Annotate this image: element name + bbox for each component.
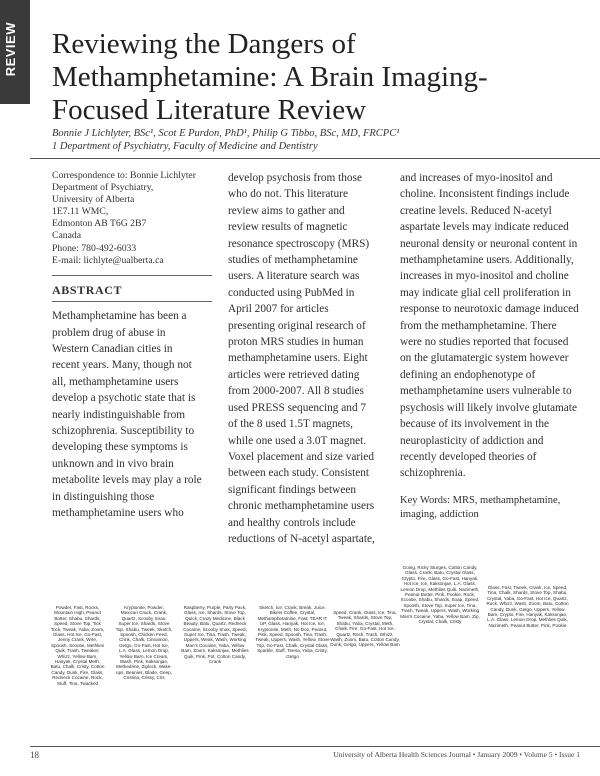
correspondence-phone: Phone: 780-492-6033 (52, 242, 137, 254)
journal-footer: University of Alberta Health Sciences Journal • January 2009 • Volume 5 • Issue 1 (333, 750, 580, 759)
keywords: Key Words: MRS, methamphetamine, imaging, addiction (400, 494, 561, 520)
correspondence-dept: Department of Psychiatry, (52, 182, 154, 194)
correspondence-address-1: 1E7.11 WMC, (52, 206, 109, 218)
correspondence-university: University of Alberta (52, 194, 135, 206)
correspondence-email[interactable]: E-mail: lichlyte@ualberta.ca (52, 254, 164, 266)
street-names-word-art (30, 565, 600, 740)
word-art-block-1: Powder, Fast, Rocks, Mountain High, Peanut Butter, Shabu, Shards, Speed, Stove Top, Tick Tock, Tweak, Yaba, Zoom, Glass, Hot Ice, Go-Fast, Jenny Crank, Wire, Spoosh, Scootie, Methlies Quik, Trash, Tweaker, Whizz, Yellow Bam, Hanyak, Crystal Meth, Batu, Chalk, Cristy, Cotton Candy, Dunk, Fire, Glass, Redneck Cocaine, Rock, Stuff, Tina, Twacked (50, 605, 105, 686)
column-1 (52, 170, 202, 521)
footer-divider (30, 746, 600, 747)
author-list: Bonnie J Lichlyter, BSc¹, Scot E Purdon, PhD¹, Philip G Tibbo, BSc, MD, FRCPC¹ (52, 128, 400, 139)
abstract-heading: ABSTRACT (52, 282, 123, 297)
article-title: Reviewing the Dangers of Methamphetamine: A Brain Imaging-Focused Literature Review (52, 28, 488, 126)
word-art-block-7: Glass, Fast, Tweek, Crank, Ice, Speed, Tina, Chalk, Shards, Stove Top, Shabu, Crystal, Yaba, Go-Fast, Hot Ice, Quartz, Rock, Whizz, Wash, Zoom, Batu, Cotton Candy, Dunk, Getgo, Uppers, Yellow Bam, Crypto, Fire, Hanyak, Kaksonjae, L.A. Glass, Lemon Drop, Methlies Quik, Nazimeth, Peanut Butter, Pink, Pookie (486, 585, 569, 628)
abstract-text-col1: Methamphetamine has been a problem drug of abuse in Western Canadian cities in recent years. Many, though not all, methamphetamine users develop a psychotic state that is nearly indistinguishable from schizophrenia. Susceptibility to developing these symptoms is unknown and in vivo brain metabolite levels may play a role in distinguishing those methamphetamine users who (52, 310, 202, 520)
word-art-block-5: Speed, Crank, Glass, Ice, Tina, Tweak, Shards, Stove Top, Shabu, Yaba, Crystal, Meth, Chalk, Fire, Go-Fast, Hot Ice, Quartz, Rock, Trash, Whizz, Wash, Zoom, Batu, Cotton Candy, Dunk, Getgo, Uppers, Yellow Bam (330, 610, 400, 648)
abstract-divider (52, 275, 212, 276)
correspondence-country: Canada (52, 230, 82, 242)
word-art-block-3: Raspberry, Purple, Party Pack, Glass, Ice, Shards, Stove Top, Quick, Crazy Medicine, Black Beauty, Batu, Quartz, Redneck Cocaine, Scooby Snax, Speed, Super Ice, Tina, Trash, Tweak, Uppers, Weak, Wash, Working Man's Cocaine, Yaba, Yellow Bam, Zoom, Kaksonjae, Methlies Quik, Pink, Pot, Cotton Candy, Crank (181, 605, 249, 665)
page-number: 18 (30, 750, 39, 760)
section-tab (0, 0, 30, 104)
column-2 (228, 170, 378, 547)
word-art-block-2: Kryptonite, Powder, Mexican Crack, Crank, Quartz, Scooby Snax, Super Ice, Shards, Stove Top, Shabu, Tweek, Sketch, Spoosh, Chicken Feed, Crink, Chalk, Cinnamon, Getgo, Go-Fast, Hot Ice, L.A. Glass, Lemon Drop, Yellow Barn, Ice Cream, Wash, Pink, Kaksonjae, Methedrine, Ziplock, Wake-ups, Beanies, Blade, Geep, Cristina, Crissy, Cris (115, 605, 173, 681)
author-affiliation: 1 Department of Psychiatry, Faculty of Medicine and Dentistry (52, 141, 318, 152)
section-tab-label: REVIEW (3, 22, 18, 77)
word-art-block-6: Going, Ricky Sturges, Cotton Candy, Glass, Crank, Batu, Crystal Glass, Crypto, Fire, Glass, Go-Fast, Hanyak, Hot Ice, Ice, Kaksonjae, L.A. Glass, Lemon Drop, Methlies Quik, Nazimeth, Peanut Butter, Pink, Pookie, Rock, Scootie, Shabu, Shards, Soap, Speed, Spoosh, Stove Top, Super Ice, Tina, Trash, Tweak, Uppers, Wash, Working Man's Cocaine, Yaba, Yellow Bam, Zip, Crystal, Chalk, Cristy (400, 565, 480, 625)
column-3 (400, 170, 580, 522)
author-block (52, 127, 572, 153)
correspondence-label: Correspondence to: Bonnie Lichlyter (52, 170, 196, 181)
abstract-text-col2: develop psychosis from those who do not. This literature review aims to gather and review results of magnetic resonance spectroscopy (MRS) studies of methamphetamine users. A literature search was conducted using PubMed in April 2007 for articles presenting original research of proton MRS studies in human methamphetamine users. Eight articles were retrieved dating from 2000-2007. All 8 studies used PRESS sequencing and 7 of the 8 used 1.5T magnets, while one used a 3.0T magnet. Voxel placement and size varied between each study. Consistent significant findings between chronic methamphetamine users and healthy controls include reductions of N-acetyl aspartate, (228, 172, 375, 545)
correspondence-address-2: Edmonton AB T6G 2B7 (52, 218, 147, 230)
header-divider (30, 158, 600, 159)
correspondence-block (52, 170, 202, 267)
word-art-block-4: Sketch, Ice, Crank, Break, Juice, Bikers Coffee, Crystal, Methamphetamine, Fast, TEAR IT UP, Glass, Hanyak, Hot Ice, Ice, Kryptonite, Meth, No Doz, Peanut, Pink, Speed, Spoosh, Tina, Trash, Tweak, Uppers, Wash, Yellow, Stove Top, Go-Fast, Chalk, Crystal Glass, Sparkle, Stuff, Teena, Yaba, Cristy, Getgo (255, 605, 330, 659)
abstract-heading-divider (52, 301, 212, 302)
abstract-text-col3: and increases of myo-inositol and choline. Inconsistent findings include creatine levels. Reduced N-acetyl aspartate levels may indicate reduced neuronal density or neuronal content in methamphetamine users. Additionally, increases in myo-inositol and choline may indicate glial cell proliferation in response to neurotoxic damage induced from the methamphetamine. There were no studies reported that focused on the glutamatergic system however defining an endophenotype of methamphetamine users vulnerable to psychosis will likely involve glutamate because of its involvement in the neuroplasticity of addiction and recently developed theories of schizophrenia. (400, 172, 579, 480)
